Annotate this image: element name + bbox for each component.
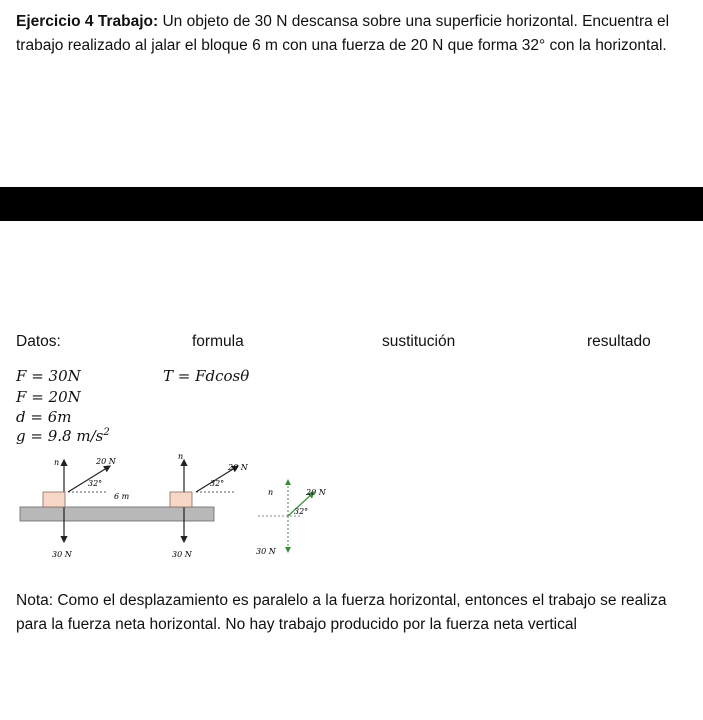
force-label-2: 20 N	[228, 463, 248, 472]
normal-label-3: n	[268, 488, 274, 497]
surface	[20, 507, 214, 521]
force-label-3: 20 N	[306, 488, 326, 497]
redaction-band	[0, 187, 703, 221]
angle-label-1: 32°	[88, 479, 103, 488]
angle-label-3: 32°	[294, 507, 309, 516]
dato-force-weight: F = 30N	[16, 367, 81, 385]
dato-distance: d = 6m	[16, 408, 72, 426]
free-body-diagram	[256, 480, 327, 556]
problem-statement	[16, 10, 686, 58]
note-text: Nota: Como el desplazamiento es paralelo a la fuerza horizontal, entonces el trabajo se realiza para la fuerza neta horizontal. No hay trabajo producido por la fuerza neta vertical	[16, 592, 667, 633]
normal-label-1: n	[54, 458, 60, 467]
header-formula: formula	[192, 333, 244, 350]
distance-label: 6 m	[114, 492, 130, 501]
force-diagram	[10, 450, 340, 575]
dato-gravity: g = 9.8 $m/s^2$	[16, 427, 110, 445]
angle-label-2: 32°	[210, 479, 225, 488]
weight-label-1: 30 N	[52, 550, 72, 559]
dato-force-applied: F = 20N	[16, 388, 81, 406]
normal-label-2: n	[178, 452, 184, 461]
header-sustitucion: sustitución	[382, 333, 456, 350]
weight-label-3: 30 N	[256, 547, 276, 556]
problem-label: Ejercicio 4 Trabajo:	[16, 13, 159, 30]
block-final	[170, 452, 249, 559]
header-datos: Datos:	[16, 333, 61, 350]
force-label-1: 20 N	[96, 457, 116, 466]
problem-text: Un objeto de 30 N descansa sobre una superficie horizontal. Encuentra el trabajo realizado al jalar el bloque 6 m con una fuerza de 20 N que forma 32° con la horizontal.	[16, 13, 670, 54]
header-resultado: resultado	[587, 333, 651, 350]
work-formula: T = Fdcosθ	[163, 367, 250, 385]
weight-label-2: 30 N	[172, 550, 192, 559]
